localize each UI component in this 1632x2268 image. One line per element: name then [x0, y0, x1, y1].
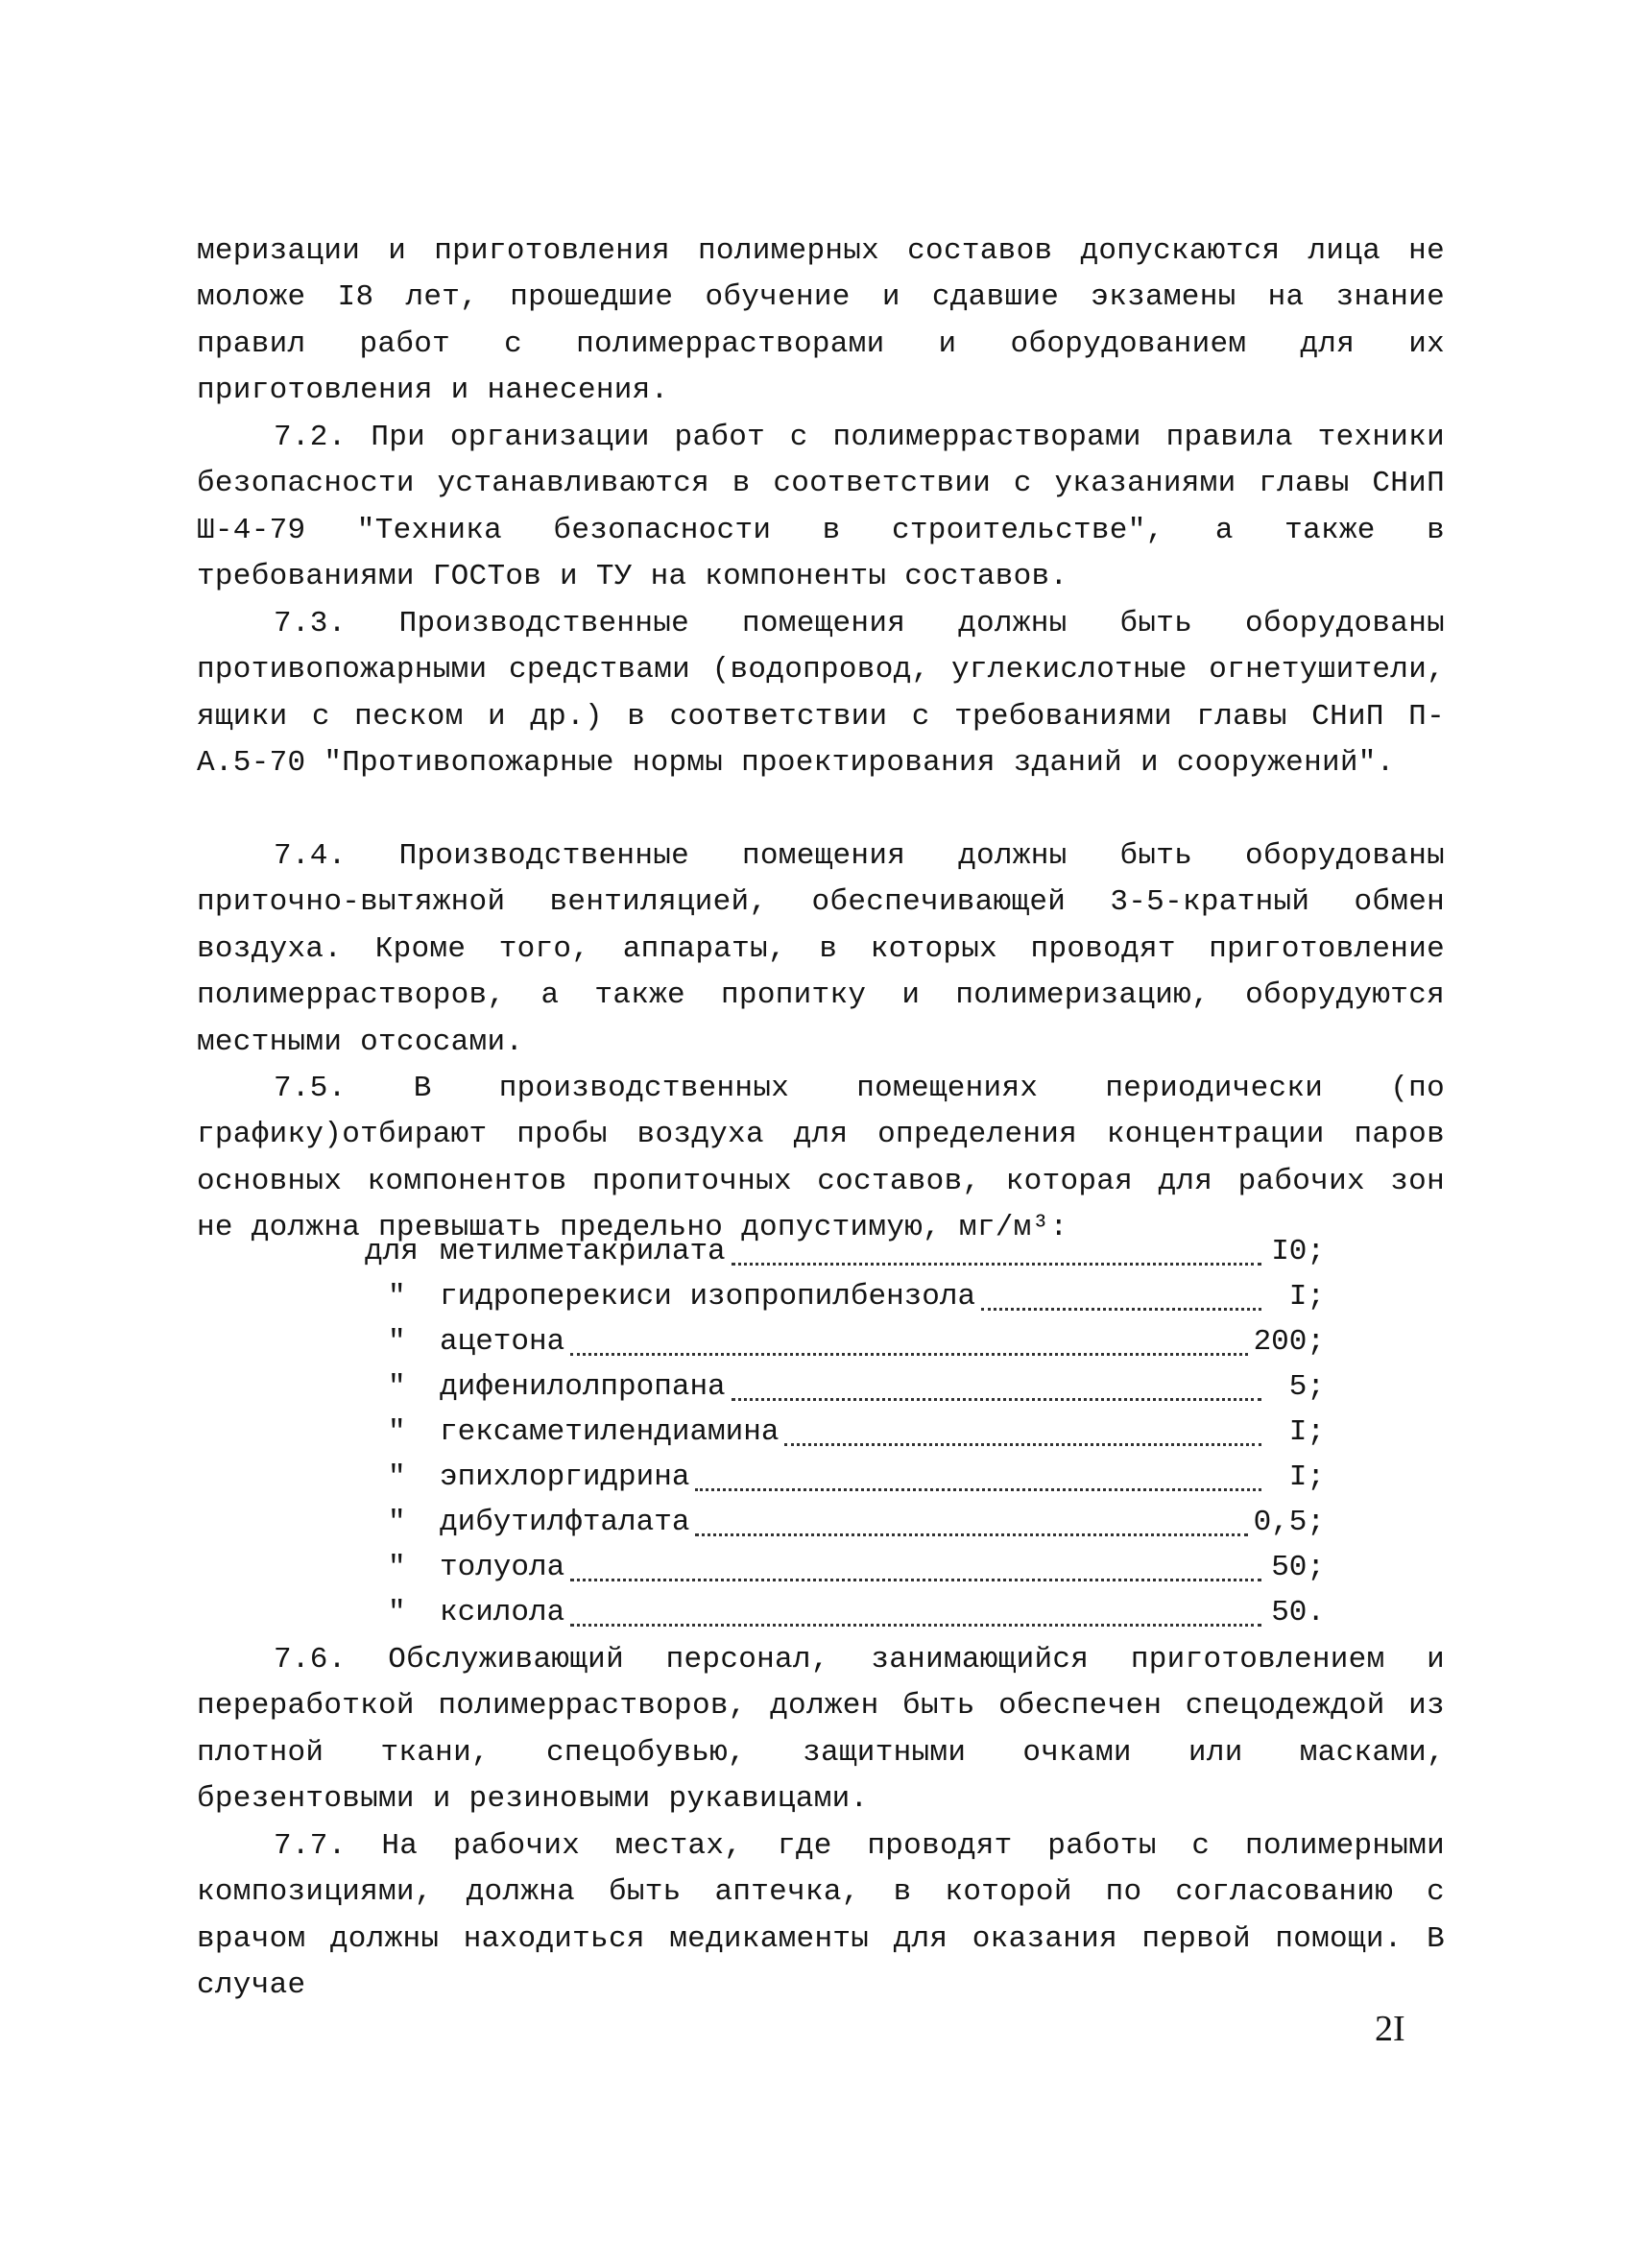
dot-leader	[695, 1533, 1247, 1536]
ditto-mark: "	[388, 1506, 406, 1539]
limit-row	[365, 1319, 1325, 1364]
dot-leader	[732, 1263, 1261, 1266]
substance-name: метилметакрилата	[440, 1235, 726, 1268]
ditto-mark: "	[388, 1596, 406, 1629]
limit-value: I0;	[1271, 1235, 1325, 1268]
paragraph-text: 7.5. В производственных помещениях периодически (по графику)отбирают пробы воздуха для определения концентрации паров основных компонентов пропиточных составов, которая для рабочих зон не должна превышать предельно допустимую, мг/м³:	[197, 1072, 1445, 1245]
limit-row	[365, 1410, 1325, 1455]
limit-value: 50.	[1271, 1596, 1325, 1629]
ditto-mark: "	[388, 1460, 406, 1494]
limit-value: 0,5;	[1253, 1506, 1325, 1539]
limit-row	[365, 1274, 1325, 1319]
ditto-mark: "	[388, 1370, 406, 1404]
substance-name: ацетона	[440, 1325, 565, 1359]
paragraph-7-6	[197, 1637, 1445, 1823]
paragraph-7-2	[197, 415, 1445, 601]
dot-leader	[981, 1308, 1261, 1311]
concentration-limits-list	[365, 1229, 1325, 1635]
page-number: 2I	[1375, 2009, 1405, 2049]
substance-name: ксилола	[440, 1596, 565, 1629]
limit-row	[365, 1500, 1325, 1545]
limit-value: 5;	[1288, 1370, 1325, 1404]
limit-row	[365, 1455, 1325, 1500]
ditto-mark: "	[388, 1325, 406, 1359]
limit-value: I;	[1288, 1280, 1325, 1314]
substance-name: гидроперекиси изопропилбензола	[440, 1280, 976, 1314]
dot-leader	[732, 1398, 1261, 1401]
paragraph-text: 7.2. При организации работ с полимеррастворами правила техники безопасности устанавливаются в соответствии с указаниями главы СНиП Ш-4-79 "Техника безопасности в строительстве", а также в требованиями ГОСТов и ТУ на компоненты составов.	[197, 421, 1445, 594]
paragraph-text: 7.7. На рабочих местах, где проводят работы с полимерными композициями, должна быть аптечка, в которой по согласованию с врачом должны находиться медикаменты для оказания первой помощи. В случае	[197, 1829, 1445, 2003]
dot-leader	[570, 1624, 1261, 1627]
paragraph-7-1-continuation	[197, 229, 1445, 415]
paragraph-7-3	[197, 601, 1445, 787]
limit-value: I;	[1288, 1415, 1325, 1449]
substance-name: эпихлоргидрина	[440, 1460, 690, 1494]
substance-name: дибутилфталата	[440, 1506, 690, 1539]
limit-prefix: для	[365, 1235, 419, 1268]
paragraph-text: 7.3. Производственные помещения должны быть оборудованы противопожарными средствами (водопровод, углекислотные огнетушители, ящики с песком и др.) в соответствии с требованиями главы СНиП П-А.5-70 "Противопожарные нормы проектирования зданий и сооружений".	[197, 607, 1445, 781]
paragraph-text: меризации и приготовления полимерных составов допускаются лица не моложе I8 лет, прошедшие обучение и сдавшие экзамены на знание правил работ с полимеррастворами и оборудованием для их приготовления и нанесения.	[197, 234, 1445, 408]
dot-leader	[784, 1443, 1261, 1446]
limit-value: 200;	[1253, 1325, 1325, 1359]
substance-name: дифенилолпропана	[440, 1370, 726, 1404]
dot-leader	[695, 1488, 1261, 1491]
limit-row	[365, 1545, 1325, 1590]
ditto-mark: "	[388, 1551, 406, 1584]
paragraph-text: 7.4. Производственные помещения должны быть оборудованы приточно-вытяжной вентиляцией, обеспечивающей 3-5-кратный обмен воздуха. Кроме того, аппараты, в которых проводят приготовление полимеррастворов, а также пропитку и полимеризацию, оборудуются местными отсосами.	[197, 839, 1445, 1059]
ditto-mark: "	[388, 1280, 406, 1314]
ditto-mark: "	[388, 1415, 406, 1449]
paragraph-7-4	[197, 833, 1445, 1066]
dot-leader	[570, 1353, 1247, 1356]
paragraph-7-7	[197, 1823, 1445, 2010]
limit-row	[365, 1229, 1325, 1274]
limit-value: 50;	[1271, 1551, 1325, 1584]
limit-value: I;	[1288, 1460, 1325, 1494]
paragraph-text: 7.6. Обслуживающий персонал, занимающийся приготовлением и переработкой полимеррастворов, должен быть обеспечен спецодеждой из плотной ткани, спецобувью, защитными очками или масками, брезентовыми и резиновыми рукавицами.	[197, 1643, 1445, 1817]
paragraph-7-5	[197, 1066, 1445, 1252]
substance-name: толуола	[440, 1551, 565, 1584]
limit-row	[365, 1364, 1325, 1410]
substance-name: гексаметилендиамина	[440, 1415, 780, 1449]
limit-row	[365, 1590, 1325, 1635]
dot-leader	[570, 1579, 1261, 1581]
